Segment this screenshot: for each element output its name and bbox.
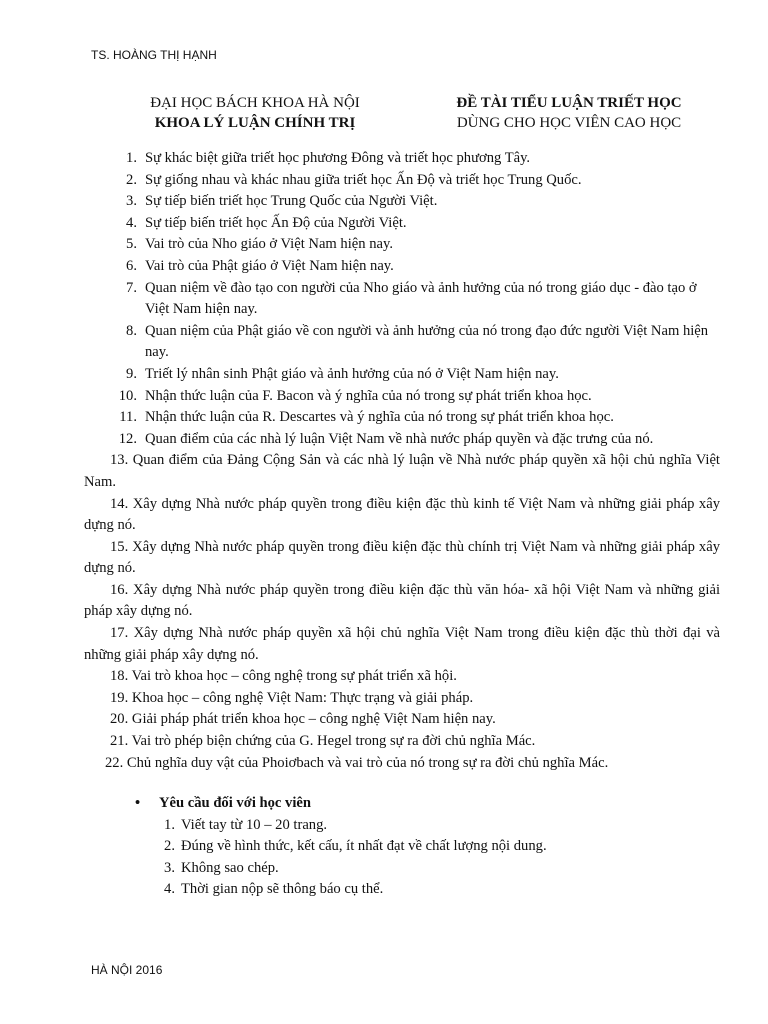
university-name: ĐẠI HỌC BÁCH KHOA HÀ NỘI: [150, 95, 360, 111]
topic-item: 16. Xây dựng Nhà nước pháp quyền trong điều kiện đặc thù văn hóa- xã hội Việt Nam và những giải pháp xây dựng nó.: [84, 581, 721, 620]
topic-item: 22. Chủ nghĩa duy vật của Phoiơbach và vai trò của nó trong sự ra đời chủ nghĩa Mác.: [105, 754, 609, 771]
footer-place-year: HÀ NỘI 2016: [91, 963, 163, 977]
topic-item: 5. Vai trò của Nho giáo ở Việt Nam hiện nay.: [126, 236, 393, 253]
topic-item: 9. Triết lý nhân sinh Phật giáo và ảnh hưởng của nó ở Việt Nam hiện nay.: [126, 365, 559, 382]
bullet-icon: •: [135, 795, 141, 811]
topic-item: 3. Sự tiếp biến triết học Trung Quốc của Người Việt.: [126, 193, 438, 210]
topic-item: 21. Vai trò phép biện chứng của G. Hegel trong sự ra đời chủ nghĩa Mác.: [110, 733, 536, 750]
topic-item: 13. Quan điểm của Đảng Cộng Sản và các nhà lý luận về Nhà nước pháp quyền xã hội chủ nghĩa Việt Nam.: [84, 452, 720, 490]
topic-item: 12. Quan điểm của các nhà lý luận Việt Nam về nhà nước pháp quyền và đặc trưng của nó.: [118, 430, 654, 447]
topic-item: 8. Quan niệm của Phật giáo về con người và ảnh hưởng của nó trong đạo đức người Việt Nam hiện nay.: [126, 322, 709, 361]
requirement-item: 4. Thời gian nộp sẽ thông báo cụ thể.: [164, 881, 384, 898]
topic-item: 6. Vai trò của Phật giáo ở Việt Nam hiện nay.: [126, 257, 394, 274]
requirements-heading: • Yêu cầu đối với học viên: [135, 793, 695, 815]
requirement-item: 2. Đúng về hình thức, kết cấu, ít nhất đạt về chất lượng nội dung.: [164, 838, 547, 855]
document-subtitle: DÙNG CHO HỌC VIÊN CAO HỌC: [456, 115, 682, 131]
title-block: [428, 93, 710, 133]
topic-item: 1. Sự khác biệt giữa triết học phương Đông và triết học phương Tây.: [126, 150, 531, 166]
author-name: TS. HOÀNG THỊ HẠNH: [91, 48, 217, 62]
topic-item: 20. Giải pháp phát triển khoa học – công nghệ Việt Nam hiện nay.: [110, 711, 496, 728]
requirement-item: 3. Không sao chép.: [164, 859, 279, 876]
topic-item: 18. Vai trò khoa học – công nghệ trong sự phát triển xã hội.: [110, 668, 457, 685]
topic-item: 11. Nhận thức luận của R. Descartes và ý nghĩa của nó trong sự phát triển khoa học.: [119, 409, 614, 426]
topic-item: 14. Xây dựng Nhà nước pháp quyền trong điều kiện đặc thù kinh tế Việt Nam và những giải pháp xây dựng nó.: [84, 495, 720, 534]
requirement-item: 1. Viết tay từ 10 – 20 trang.: [164, 816, 328, 833]
topic-item: 2. Sự giống nhau và khác nhau giữa triết học Ấn Độ và triết học Trung Quốc.: [126, 171, 582, 188]
topic-item: 10. Nhận thức luận của F. Bacon và ý nghĩa của nó trong sự phát triển khoa học.: [118, 387, 592, 404]
topic-item: 4. Sự tiếp biến triết học Ấn Độ của Người Việt.: [126, 214, 407, 231]
topic-item: 15. Xây dựng Nhà nước pháp quyền trong điều kiện đặc thù chính trị Việt Nam và những giải pháp xây dựng nó.: [84, 538, 720, 577]
topic-item: 19. Khoa học – công nghệ Việt Nam: Thực trạng và giải pháp.: [110, 689, 474, 706]
topic-list: [84, 148, 721, 774]
institution-block: [120, 93, 390, 133]
document-title: ĐỀ TÀI TIỂU LUẬN TRIẾT HỌC: [456, 95, 682, 111]
faculty-name: KHOA LÝ LUẬN CHÍNH TRỊ: [154, 115, 356, 131]
requirements-section: [135, 793, 695, 901]
topic-item: 17. Xây dựng Nhà nước pháp quyền xã hội chủ nghĩa Việt Nam trong điều kiện đặc thù thời đại và những giải pháp xây dựng nó.: [84, 625, 720, 663]
topic-item: 7. Quan niệm về đào tạo con người của Nho giáo và ảnh hưởng của nó trong giáo dục - đào tạo ở Việt Nam hiện nay.: [126, 279, 697, 318]
